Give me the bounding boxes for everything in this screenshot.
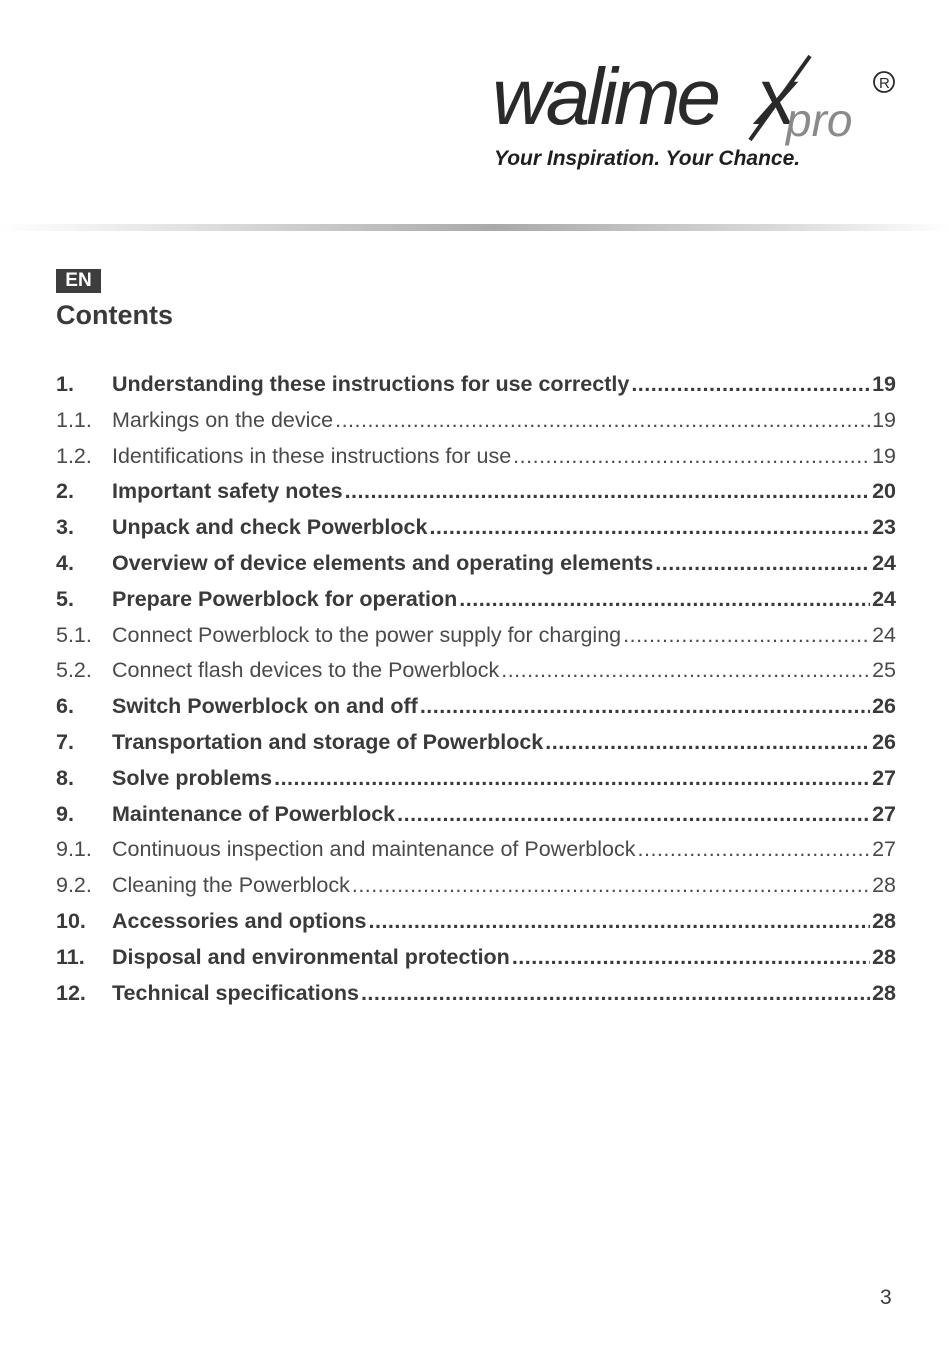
toc-entry-title: Cleaning the Powerblock [112, 873, 350, 898]
toc-entry-title: Markings on the device [112, 407, 334, 432]
toc-dot-leader [638, 837, 871, 862]
toc-dot-leader [429, 515, 870, 540]
toc-entry-title: Disposal and environmental protection [112, 944, 510, 969]
toc-entry[interactable] [56, 444, 896, 480]
toc-entry-page: 19 [872, 407, 896, 432]
toc-entry-page: 23 [872, 515, 896, 540]
toc-entry[interactable] [56, 981, 896, 1017]
toc-entry[interactable] [56, 658, 896, 694]
toc-dot-leader [501, 658, 870, 683]
page-number: 3 [880, 1286, 892, 1309]
toc-entry-number: 3. [56, 515, 74, 540]
toc-dot-leader [345, 479, 871, 504]
toc-entry-number: 9.1. [56, 837, 92, 862]
toc-entry-page: 28 [872, 944, 896, 969]
svg-text:pro: pro [786, 94, 853, 146]
toc-entry-number: 10. [56, 908, 86, 933]
toc-dot-leader [513, 444, 870, 469]
toc-entry-title: Connect flash devices to the Powerblock [112, 658, 500, 683]
toc-dot-leader [459, 587, 870, 612]
toc-dot-leader [361, 981, 870, 1006]
toc-dot-leader [397, 802, 870, 827]
toc-entry-title: Technical specifications [112, 980, 359, 1005]
toc-entry-number: 9. [56, 801, 74, 826]
toc-entry-title: Understanding these instructions for use correctly [112, 372, 630, 396]
brand-tagline: Your Inspiration. Your Chance. [494, 147, 801, 170]
toc-entry[interactable] [56, 587, 896, 623]
page-title: Contents [56, 300, 173, 330]
header-divider [0, 224, 950, 231]
toc-entry-page: 24 [872, 586, 896, 611]
toc-entry-number: 1. [56, 372, 74, 396]
toc-entry-title: Unpack and check Powerblock [112, 515, 428, 540]
toc-entry-title: Overview of device elements and operating elements [112, 550, 654, 575]
toc-entry-title: Accessories and options [112, 908, 367, 933]
toc-dot-leader [631, 372, 870, 397]
toc-dot-leader [335, 408, 870, 433]
toc-entry-page: 27 [872, 837, 896, 862]
toc-entry-number: 8. [56, 765, 74, 790]
toc-entry[interactable] [56, 909, 896, 945]
toc-entry-title: Maintenance of Powerblock [112, 801, 396, 826]
toc-entry-title: Identifications in these instructions for use [112, 443, 512, 468]
toc-entry-page: 28 [872, 908, 896, 933]
toc-entry-page: 20 [872, 479, 896, 504]
toc-entry-page: 19 [872, 372, 896, 396]
toc-entry-page: 27 [872, 765, 896, 790]
toc-entry[interactable] [56, 623, 896, 659]
table-of-contents [56, 372, 896, 1016]
toc-entry-number: 1.1. [56, 407, 92, 432]
toc-entry[interactable] [56, 551, 896, 587]
svg-text:x: x [756, 52, 796, 141]
toc-entry[interactable] [56, 408, 896, 444]
toc-entry[interactable] [56, 837, 896, 873]
toc-dot-leader [352, 873, 870, 898]
toc-entry-number: 2. [56, 479, 74, 504]
toc-entry-number: 12. [56, 980, 86, 1005]
toc-entry-title: Switch Powerblock on and off [112, 694, 418, 719]
toc-entry-number: 5.2. [56, 658, 92, 683]
svg-text:walime: walime [492, 52, 717, 141]
toc-entry-page: 25 [872, 658, 896, 683]
toc-entry-page: 27 [872, 801, 896, 826]
toc-entry[interactable] [56, 766, 896, 802]
toc-dot-leader [623, 623, 870, 648]
toc-entry[interactable] [56, 873, 896, 909]
toc-entry-number: 5.1. [56, 622, 92, 647]
toc-entry-title: Prepare Powerblock for operation [112, 586, 458, 611]
toc-entry-title: Continuous inspection and maintenance of Powerblock [112, 837, 636, 862]
toc-entry-title: Connect Powerblock to the power supply for charging [112, 622, 622, 647]
toc-dot-leader [274, 766, 870, 791]
toc-entry-page: 24 [872, 622, 896, 647]
toc-entry[interactable] [56, 479, 896, 515]
toc-dot-leader [655, 551, 870, 576]
toc-entry-number: 7. [56, 729, 74, 754]
toc-dot-leader [420, 694, 870, 719]
toc-dot-leader [512, 945, 870, 970]
toc-dot-leader [369, 909, 871, 934]
toc-entry[interactable] [56, 515, 896, 551]
toc-entry[interactable] [56, 694, 896, 730]
toc-entry-number: 1.2. [56, 443, 92, 468]
toc-entry-number: 9.2. [56, 873, 92, 898]
toc-entry-title: Transportation and storage of Powerblock [112, 729, 544, 754]
toc-entry-number: 6. [56, 694, 74, 719]
toc-entry-title: Important safety notes [112, 479, 343, 504]
toc-entry-title: Solve problems [112, 765, 273, 790]
walimex-pro-logo-icon [488, 52, 908, 152]
toc-entry-number: 4. [56, 550, 74, 575]
toc-entry-number: 5. [56, 586, 74, 611]
toc-entry-page: 28 [872, 873, 896, 898]
toc-entry-page: 26 [872, 729, 896, 754]
toc-entry[interactable] [56, 945, 896, 981]
toc-entry[interactable] [56, 372, 896, 408]
toc-entry-number: 11. [56, 944, 85, 969]
toc-entry-page: 19 [872, 443, 896, 468]
language-badge: EN [56, 269, 101, 293]
toc-entry-page: 26 [872, 694, 896, 719]
toc-entry[interactable] [56, 802, 896, 838]
toc-dot-leader [545, 730, 870, 755]
toc-entry[interactable] [56, 730, 896, 766]
toc-entry-page: 28 [872, 980, 896, 1005]
toc-entry-page: 24 [872, 550, 896, 575]
svg-text:R: R [879, 75, 890, 92]
